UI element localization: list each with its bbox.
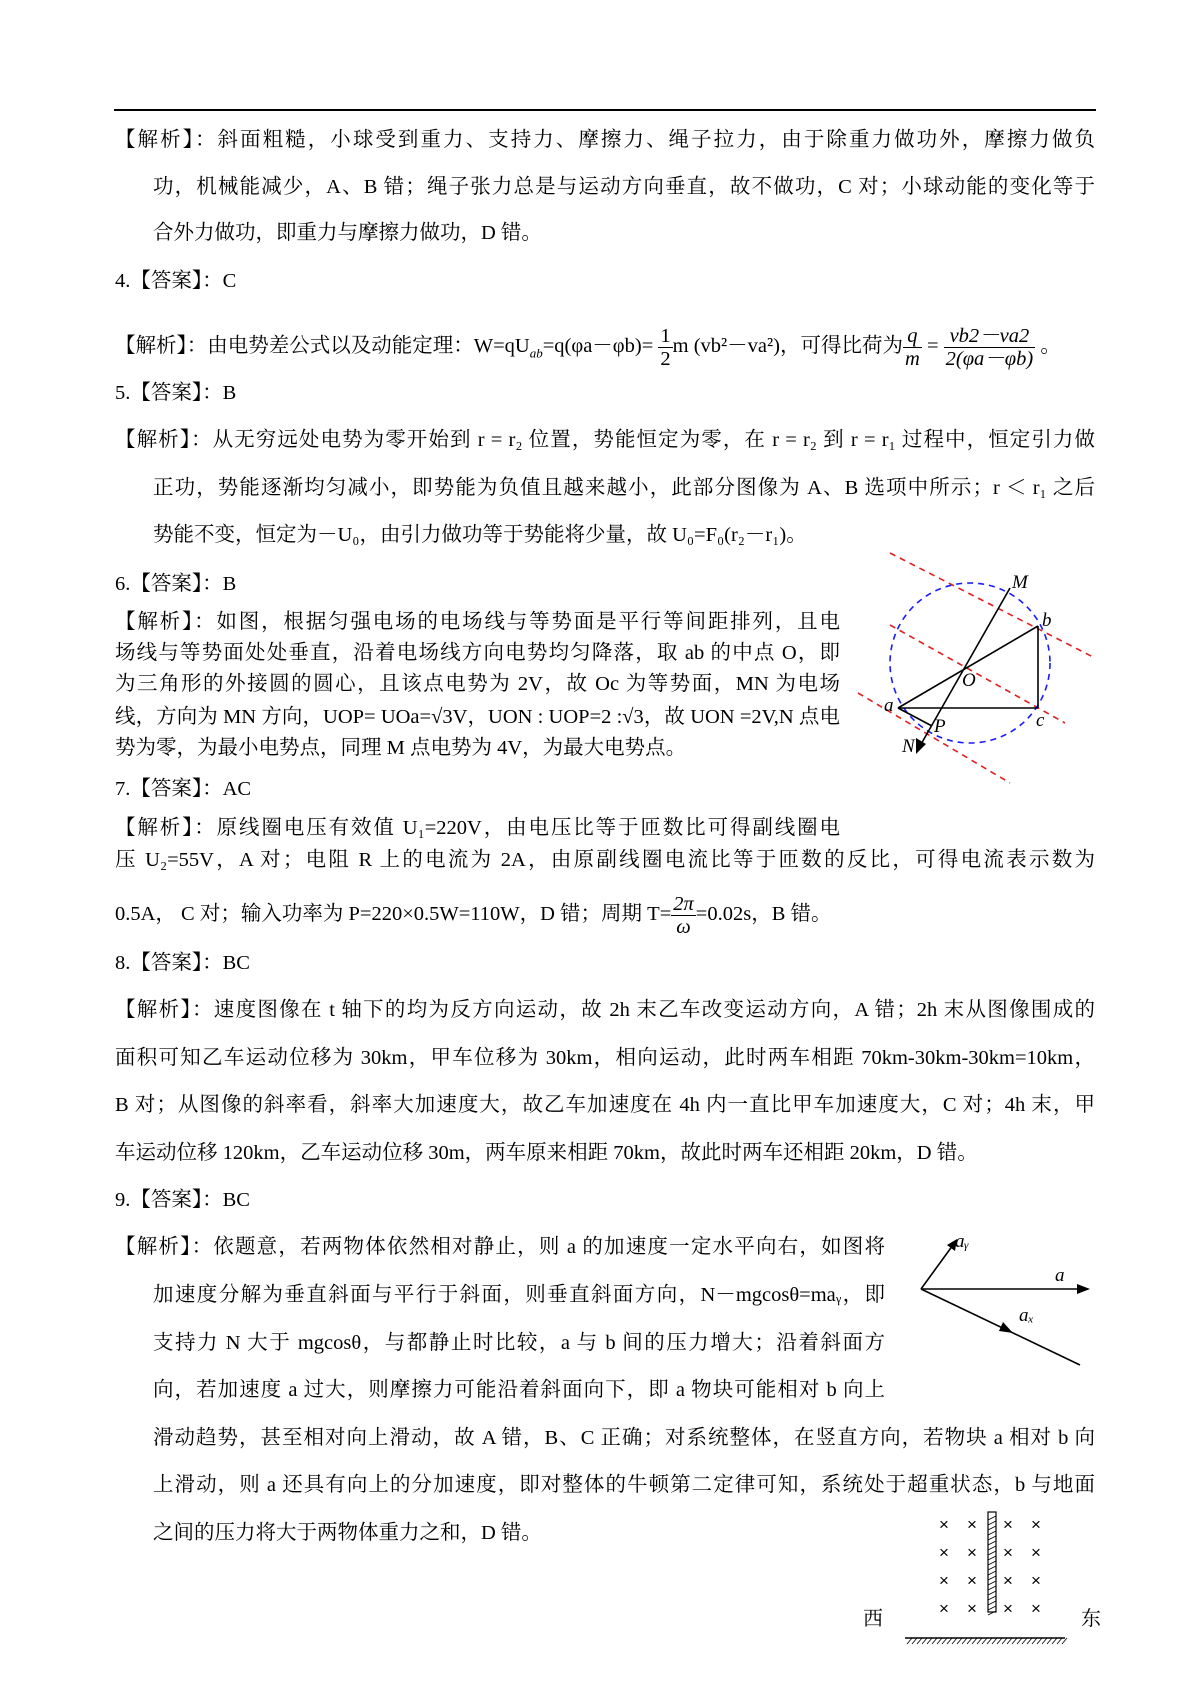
cross-mark: × xyxy=(1031,1599,1041,1618)
text: 。 xyxy=(1040,335,1061,358)
cross-mark: × xyxy=(1031,1515,1041,1534)
rod-hatch xyxy=(988,1566,996,1570)
ground-hatch xyxy=(947,1638,952,1644)
cross-mark: × xyxy=(967,1599,977,1618)
text: 1 xyxy=(660,325,671,347)
text: 2 xyxy=(660,348,671,370)
ground-hatch xyxy=(982,1638,987,1644)
analysis-9-line7: 之间的压力将大于两物体重力之和，D 错。 xyxy=(153,1522,542,1544)
rod-hatch xyxy=(988,1591,996,1595)
rod-hatch xyxy=(988,1586,996,1590)
ground-hatch xyxy=(997,1638,1002,1644)
analysis-8-line2: 面积可知乙车运动位移为 30km，甲车位移为 30km，相向运动，此时两车相距 70km-30km-30km=10km， xyxy=(115,1047,1095,1069)
circumcircle xyxy=(890,583,1050,743)
ground-hatch xyxy=(1027,1638,1032,1644)
ground-hatch xyxy=(922,1638,927,1644)
cross-mark: × xyxy=(1003,1599,1013,1618)
ground-hatching xyxy=(907,1638,1067,1644)
analysis-3-line1: 【解析】：斜面粗糙，小球受到重力、支持力、摩擦力、绳子拉力，由于除重力做功外，摩擦力做负 xyxy=(115,129,1095,151)
label-east: 东 xyxy=(1081,1606,1101,1630)
ground-hatch xyxy=(1022,1638,1027,1644)
header-rule xyxy=(114,109,1096,111)
vector-lines xyxy=(921,1245,1083,1365)
magnetic-field-crosses xyxy=(939,1515,1041,1618)
ground-hatch xyxy=(1057,1638,1062,1644)
ground-hatch xyxy=(1032,1638,1037,1644)
rod-hatch xyxy=(988,1556,996,1560)
cross-mark: × xyxy=(1003,1571,1013,1590)
label-ax: aₓ xyxy=(1019,1305,1034,1326)
text: 0.5A， C 对；输入功率为 P=220×0.5W=110W，D 错；周期 T= xyxy=(115,903,672,926)
label-M: M xyxy=(1012,572,1028,593)
analysis-5-line3: 势能不变，恒定为－U₀，由引力做功等于势能将少量，故 U₀=F₀(r₂－r₁)。 xyxy=(153,524,807,546)
text: =0.02s，B 错。 xyxy=(695,903,832,926)
fraction-period xyxy=(671,893,696,938)
analysis-8-line4: 车运动位移 120km，乙车运动位移 30m，两车原来相距 70km，故此时两车还相距 20km，D 错。 xyxy=(115,1142,978,1164)
answer-4: 4.【答案】：C xyxy=(115,270,237,292)
ground-hatch xyxy=(932,1638,937,1644)
analysis-6-line2: 场线与等势面处处垂直，沿着电场线方向电势均匀降落，取 ab 的中点 O，即 xyxy=(115,642,840,664)
label-a: a xyxy=(1055,1265,1065,1286)
text: =q(φa－φb)= xyxy=(542,335,654,358)
ground-hatch xyxy=(1012,1638,1017,1644)
label-c: c xyxy=(1036,710,1045,731)
ground-hatch xyxy=(917,1638,922,1644)
cross-mark: × xyxy=(939,1599,949,1618)
ground-hatch xyxy=(907,1638,912,1644)
triangle-lines xyxy=(898,588,1038,746)
ground-hatch xyxy=(977,1638,982,1644)
analysis-9-line2: 加速度分解为垂直斜面与平行于斜面，则垂直斜面方向，N－mgcosθ=maᵧ，即 xyxy=(153,1284,885,1306)
rod-hatch xyxy=(988,1581,996,1585)
label-west: 西 xyxy=(863,1606,883,1630)
analysis-6-line3: 为三角形的外接圆的圆心，且该点电势为 2V，故 Oc 为等势面，MN 为电场 xyxy=(115,673,840,695)
ground-hatch xyxy=(912,1638,917,1644)
answer-8: 8.【答案】：BC xyxy=(115,952,250,974)
analysis-9-line4: 向，若加速度 a 过大，则摩擦力可能沿着斜面向下，即 a 物块可能相对 b 向上 xyxy=(153,1379,885,1401)
label-a: a xyxy=(884,695,894,716)
analysis-9-line6: 上滑动，则 a 还具有向上的分加速度，即对整体的牛顿第二定律可知，系统处于超重状态，b 与地面 xyxy=(153,1474,1095,1496)
rod-hatch xyxy=(988,1596,996,1600)
text: 2π xyxy=(673,893,694,915)
answer-7: 7.【答案】：AC xyxy=(115,778,252,800)
ground-hatch xyxy=(1037,1638,1042,1644)
circle-field-figure xyxy=(850,548,1100,788)
acceleration-decomposition-figure xyxy=(895,1225,1095,1375)
ground-hatch xyxy=(1047,1638,1052,1644)
fraction-half xyxy=(658,325,672,370)
rod-hatch xyxy=(988,1576,996,1580)
ground-hatch xyxy=(962,1638,967,1644)
rod-hatch xyxy=(988,1516,996,1520)
ground-hatch xyxy=(1052,1638,1057,1644)
analysis-5-line2: 正功，势能逐渐均匀减小，即势能为负值且越来越小，此部分图像为 A、B 选项中所示；r ＜ r₁ 之后 xyxy=(153,477,1095,499)
analysis-7-line2: 压 U₂=55V，A 对；电阻 R 上的电流为 2A，由原副线圈电流比等于匝数的反比，可得电流表示数为 xyxy=(115,849,1095,871)
rod-hatching xyxy=(988,1516,996,1615)
analysis-5-line1: 【解析】：从无穷远处电势为零开始到 r = r₂ 位置，势能恒定为零，在 r = r₂ 到 r = r₁ 过程中，恒定引力做 xyxy=(115,429,1095,451)
text: q xyxy=(903,325,922,348)
analysis-4 xyxy=(115,325,1061,370)
ground-hatch xyxy=(942,1638,947,1644)
label-ay: aᵧ xyxy=(955,1231,969,1252)
ground-hatch xyxy=(957,1638,962,1644)
answer-6: 6.【答案】：B xyxy=(115,573,237,595)
analysis-3-line3: 合外力做功，即重力与摩擦力做功，D 错。 xyxy=(153,222,542,244)
analysis-8-line1: 【解析】：速度图像在 t 轴下的均为反方向运动，故 2h 末乙车改变运动方向，A 错；2h 末从图像围成的 xyxy=(115,999,1095,1021)
cross-mark: × xyxy=(939,1515,949,1534)
cross-mark: × xyxy=(1003,1515,1013,1534)
rod-hatch xyxy=(988,1601,996,1605)
cross-mark: × xyxy=(1003,1543,1013,1562)
text: ω xyxy=(676,916,691,938)
label-P: P xyxy=(934,716,946,737)
rod-hatch xyxy=(988,1521,996,1525)
label-b: b xyxy=(1042,610,1052,631)
label-N: N xyxy=(902,736,915,757)
cross-mark: × xyxy=(967,1515,977,1534)
analysis-6-line4: 线，方向为 MN 方向，UOP= UOa=√3V，UON : UOP=2 :√3，故 UON =2V,N 点电 xyxy=(115,706,840,728)
rod-hatch xyxy=(988,1546,996,1550)
analysis-6-line5: 势为零，为最小电势点，同理 M 点电势为 4V，为最大电势点。 xyxy=(115,737,687,759)
cross-mark: × xyxy=(939,1543,949,1562)
cross-mark: × xyxy=(967,1571,977,1590)
text: 【解析】：由电势差公式以及动能定理：W=qU xyxy=(115,335,530,358)
cross-mark: × xyxy=(1031,1543,1041,1562)
analysis-6-line1: 【解析】：如图，根据匀强电场的电场线与等势面是平行等间距排列，且电 xyxy=(115,611,840,633)
analysis-7-line3 xyxy=(115,893,832,938)
ground-hatch xyxy=(1042,1638,1047,1644)
rod-hatch xyxy=(988,1606,996,1610)
cross-mark: × xyxy=(1031,1571,1041,1590)
ground-hatch xyxy=(952,1638,957,1644)
text: 2(φa－φb) xyxy=(945,348,1034,370)
ground-hatch xyxy=(1002,1638,1007,1644)
ground-hatch xyxy=(927,1638,932,1644)
ground-hatch xyxy=(1017,1638,1022,1644)
analysis-9-line1: 【解析】：依题意，若两物体依然相对静止，则 a 的加速度一定水平向右，如图将 xyxy=(115,1236,885,1258)
equipotential-lines xyxy=(858,553,1095,783)
rod-hatch xyxy=(988,1526,996,1530)
arrow-a xyxy=(1077,1284,1090,1294)
text: m (vb²－va²)，可得比荷为 xyxy=(672,335,904,358)
ground-hatch xyxy=(967,1638,972,1644)
ground-hatch xyxy=(987,1638,992,1644)
rod-hatch xyxy=(988,1541,996,1545)
rod-hatch xyxy=(988,1561,996,1565)
rod-hatch xyxy=(988,1551,996,1555)
rod-hatch xyxy=(988,1571,996,1575)
text: m xyxy=(905,348,920,370)
ground-hatch xyxy=(1062,1638,1067,1644)
ground-hatch xyxy=(972,1638,977,1644)
ground-hatch xyxy=(937,1638,942,1644)
arrow-ax xyxy=(999,1322,1013,1333)
analysis-8-line3: B 对；从图像的斜率看，斜率大加速度大，故乙车加速度在 4h 内一直比甲车加速度大，C 对；4h 末，甲 xyxy=(115,1094,1095,1116)
text: = xyxy=(926,335,939,358)
analysis-9-line3: 支持力 N 大于 mgcosθ，与都静止时比较，a 与 b 间的压力增大；沿着斜面方 xyxy=(153,1332,885,1354)
arrow-head xyxy=(916,738,926,754)
ground-hatch xyxy=(992,1638,997,1644)
analysis-9-line5: 滑动趋势，甚至相对向上滑动，故 A 错，B、C 正确；对系统整体，在竖直方向，若物块 a 相对 b 向 xyxy=(153,1427,1095,1449)
analysis-3-line2: 功，机械能减少，A、B 错；绳子张力总是与运动方向垂直，故不做功，C 对；小球动能的变化等于 xyxy=(153,176,1095,198)
rod-hatch xyxy=(988,1531,996,1535)
answer-9: 9.【答案】：BC xyxy=(115,1189,250,1211)
analysis-7-line1: 【解析】：原线圈电压有效值 U₁=220V，由电压比等于匝数比可得副线圈电 xyxy=(115,817,840,839)
cross-mark: × xyxy=(967,1543,977,1562)
answer-5: 5.【答案】：B xyxy=(115,382,237,404)
cross-mark: × xyxy=(939,1571,949,1590)
ground-hatch xyxy=(1007,1638,1012,1644)
label-O: O xyxy=(962,670,976,691)
rod-hatch xyxy=(988,1536,996,1540)
text: ab xyxy=(529,345,543,361)
fraction-q-m xyxy=(903,325,922,370)
magnetic-field-figure xyxy=(855,1510,1105,1645)
fraction-result xyxy=(944,325,1036,370)
text: vb2－va2 xyxy=(944,325,1036,348)
